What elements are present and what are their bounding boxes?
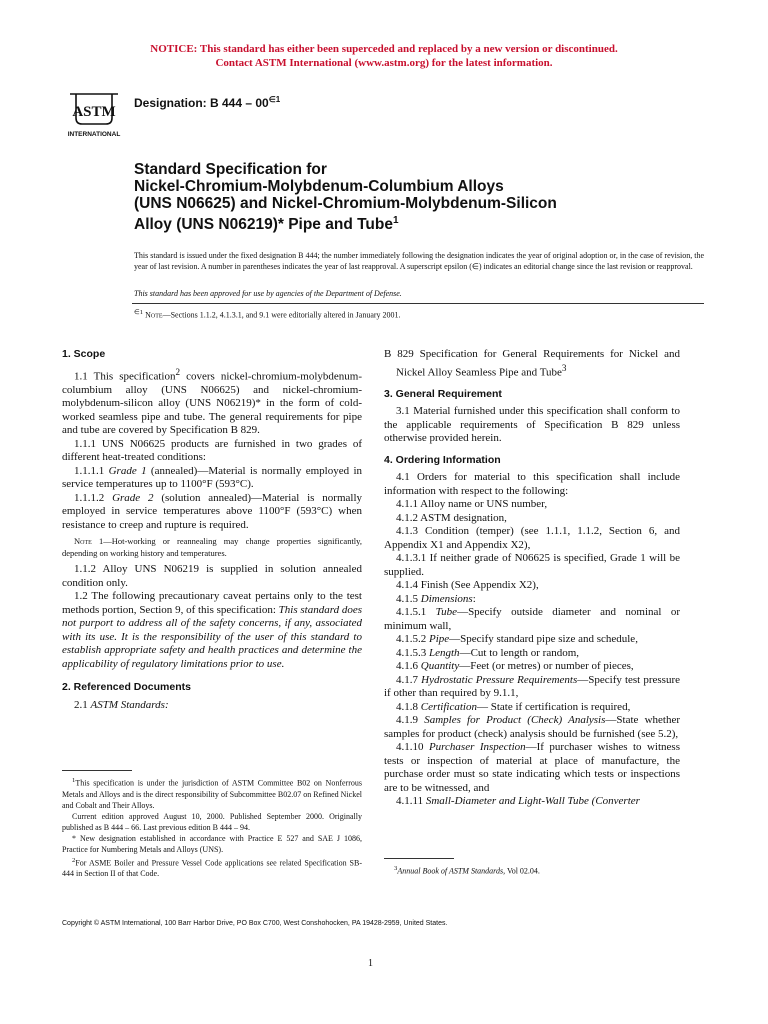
para-4-1-11: 4.1.11 Small-Diameter and Light-Wall Tube (Converter xyxy=(396,795,640,808)
title-line-4: Alloy (UNS N06219)* Pipe and Tube xyxy=(134,216,393,234)
para-4-1-4: 4.1.4 Finish (See Appendix X2), xyxy=(396,579,539,592)
para-4-1: 4.1 Orders for material to this specification shall include information with respect to the following: xyxy=(384,471,680,497)
para-4-1-5: 4.1.5 Dimensions: xyxy=(396,592,476,605)
designation xyxy=(134,95,280,110)
footnote-1c: * New designation established in accordance with Practice E 527 and SAE J 1086, Practice for Numbering Metals and Alloys (UNS). xyxy=(62,833,362,854)
right-footnotes xyxy=(384,858,680,877)
para-4-1-5-2: 4.1.5.2 Pipe—Specify standard pipe size and schedule, xyxy=(396,633,638,646)
title-line-2: Nickel-Chromium-Molybdenum-Columbium Alloys xyxy=(134,178,504,195)
page-number: 1 xyxy=(368,958,373,969)
ref-b829: B 829 Specification for General Requirements for Nickel and Nickel Alloy Seamless Pipe and Tube$^3$ xyxy=(384,348,680,379)
issuance-statement: This standard is issued under the fixed designation B 444; the number immediately following the designation indicates the year of original adoption or, in the case of revision, the year of last revision. A number in parentheses indicates the year of last reapproval. A superscript epsilon (∈) indicates an editorial change since the last revision or reapproval. xyxy=(134,251,704,271)
footnote-1b: Current edition approved August 10, 2000. Published September 2000. Originally published as B 444 – 66. Last previous edition B 444 – 94. xyxy=(62,811,362,832)
para-4-1-8: 4.1.8 Certification— State if certification is required, xyxy=(396,700,631,713)
note-1: Note 1—Hot-working or reannealing may change properties significantly, depending on working history and temperatures. xyxy=(62,536,362,558)
notice-line-1: NOTICE: This standard has either been superceded and replaced by a new version or discontinued. xyxy=(150,43,618,55)
para-1-1-1: 1.1.1 UNS N06625 products are furnished in two grades of different heat-treated conditions: xyxy=(62,437,362,464)
logo-text: ASTM xyxy=(72,104,116,120)
para-2-1: 2.1 ASTM Standards: xyxy=(74,698,169,711)
para-4-1-1: 4.1.1 Alloy name or UNS number, xyxy=(396,498,548,511)
notice-line-2: Contact ASTM International (www.astm.org) for the latest information. xyxy=(215,57,553,69)
para-1-1-2: 1.1.2 Alloy UNS N06219 is supplied in solution annealed condition only. xyxy=(62,563,362,589)
section-2-heading: 2. Referenced Documents xyxy=(62,681,191,694)
para-4-1-3: 4.1.3 Condition (temper) (see 1.1.1, 1.1.2, Section 6, and Appendix X1 and Appendix X2), xyxy=(384,525,680,551)
copyright-line: Copyright © ASTM International, 100 Barr Harbor Drive, PO Box C700, West Conshohocken, PA 19428-2959, United States. xyxy=(62,920,448,927)
para-4-1-10: 4.1.10 Purchaser Inspection—If purchaser wishes to witness tests or inspection of material at place of manufacture, the purchase order must so state indicating which tests or inspections are to be witnessed, and xyxy=(384,741,680,794)
para-3-1: 3.1 Material furnished under this specification shall conform to the applicable requirements of Specification B 829 unless otherwise provided herein. xyxy=(384,405,680,445)
title-line-3: (UNS N06625) and Nickel-Chromium-Molybdenum-Silicon xyxy=(134,195,557,212)
left-column xyxy=(62,348,362,712)
notice-banner xyxy=(0,42,768,70)
para-4-1-5-3: 4.1.5.3 Length—Cut to length or random, xyxy=(396,646,580,659)
right-column xyxy=(384,348,680,809)
footnote-rule-right xyxy=(384,858,454,859)
footnote-rule xyxy=(62,770,132,771)
title-sup: 1 xyxy=(392,215,399,226)
para-1-2: 1.2 The following precautionary caveat pertains only to the test methods portion, Section 9, of this specification: This standard does not purport to address all of the safety concerns, if any, associated with its use. It is the responsibility of the user of this standard to establish appropriate safety and health practices and determine the applicability of regulatory limitations prior to use. xyxy=(62,590,362,670)
astm-logo xyxy=(62,88,126,140)
section-4-heading: 4. Ordering Information xyxy=(384,453,501,466)
footnote-1: $^1$This specification is under the jurisdiction of ASTM Committee B02 on Nonferrous Metals and Alloys and is the direct responsibility of Subcommittee B02.07 on Refined Nickel and Cobalt and Their Alloys. xyxy=(62,777,362,810)
footnote-2: $^2$For ASME Boiler and Pressure Vessel Code applications see related Specification SB-444 in Section II of that Code. xyxy=(62,856,362,879)
dod-approval: This standard has been approved for use by agencies of the Department of Defense. xyxy=(134,289,402,298)
para-4-1-2: 4.1.2 ASTM designation, xyxy=(396,511,507,524)
para-1-1-1-2: 1.1.1.2 Grade 2 (solution annealed)—Material is normally employed in service temperatures above 1100°F (593°C) when resistance to creep and rupture is required. xyxy=(62,491,362,531)
title-line-1: Standard Specification for xyxy=(134,161,327,178)
footnote-3: $^3$Annual Book of ASTM Standards, Vol 02.04. xyxy=(394,865,540,876)
designation-sup: ∈1 xyxy=(268,95,281,104)
para-4-1-7: 4.1.7 Hydrostatic Pressure Requirements—Specify test pressure if other than required by 9.1.1, xyxy=(384,673,681,700)
para-4-1-3-1: 4.1.3.1 If neither grade of N06625 is specified, Grade 1 will be supplied. xyxy=(384,552,680,578)
editorial-note: $^{\in 1}$ Note—Sections 1.1.2, 4.1.3.1, and 9.1 were editorially altered in January 2001. xyxy=(134,309,401,320)
header-rule xyxy=(132,303,704,304)
para-4-1-6: 4.1.6 Quantity—Feet (or metres) or number of pieces, xyxy=(396,660,634,673)
left-footnotes xyxy=(62,770,362,879)
para-1-1: 1.1 This specification$^2$ covers nickel-chromium-molybdenum-columbium alloy (UNS N06625) and nickel-chromium-molybdenum-silicon alloy (UNS N06219)* in the form of cold-worked seamless pipe and tube. The general requirements for pipe and tube are covered by Specification B 829. xyxy=(62,366,363,437)
section-1-heading: 1. Scope xyxy=(62,348,106,360)
section-3-heading: 3. General Requirement xyxy=(384,387,502,400)
document-title xyxy=(134,161,694,233)
logo-subtext: INTERNATIONAL xyxy=(67,131,121,138)
para-1-1-1-1: 1.1.1.1 Grade 1 (annealed)—Material is normally employed in service temperatures up to 1100°F (593°C). xyxy=(62,464,363,491)
designation-label: Designation: B 444 – 00 xyxy=(134,96,269,110)
para-4-1-9: 4.1.9 Samples for Product (Check) Analysis—State whether samples for product (check) analysis should be furnished (see 5.2), xyxy=(384,714,681,740)
para-4-1-5-1: 4.1.5.1 Tube—Specify outside diameter and nominal or minimum wall, xyxy=(384,606,681,632)
